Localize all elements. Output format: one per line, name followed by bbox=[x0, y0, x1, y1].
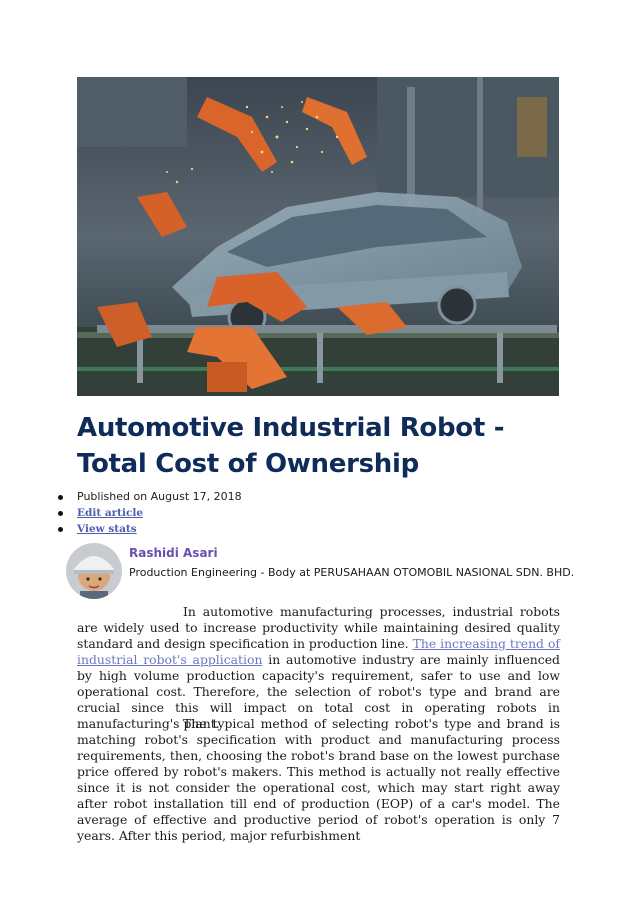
trend-article-link[interactable]: The increasing trend of industrial robot's application bbox=[77, 636, 560, 667]
article-title: Automotive Industrial Robot - Total Cost of Ownership bbox=[77, 413, 505, 479]
edit-article-item bbox=[58, 505, 242, 521]
p1-text-start: In automotive manufacturing processes, industrial robots are widely used to increase productivity while maintaining desired quality standard and design specification in production line. bbox=[77, 604, 560, 651]
p1-text-end: in automotive industry are mainly influenced by high volume production capacity's requirement, safer to use and low operational cost. Therefore, the selection of robot's type and brand are crucial since this will impact on total cost in operating robots in manufacturing's plant. bbox=[77, 652, 560, 731]
author-avatar[interactable] bbox=[66, 543, 122, 599]
body-paragraph-1 bbox=[77, 604, 560, 732]
author-headline: Production Engineering - Body at PERUSAHAAN OTOMOBIL NASIONAL SDN. BHD. bbox=[129, 566, 575, 579]
edit-article-link[interactable]: Edit article bbox=[77, 507, 144, 519]
hero-image bbox=[77, 77, 559, 396]
view-stats-item bbox=[58, 521, 242, 537]
article-meta-list bbox=[58, 489, 242, 537]
view-stats-link[interactable]: View stats bbox=[77, 523, 137, 535]
author-name[interactable]: Rashidi Asari bbox=[129, 546, 218, 560]
published-date-item bbox=[58, 489, 242, 505]
published-date: Published on August 17, 2018 bbox=[77, 490, 242, 503]
body-paragraph-2: The typical method of selecting robot's type and brand is matching robot's specification with product and manufacturing process requirements, then, choosing the robot's brand base on the lowest purchase price offered by robot's makers. This method is actually not really effective since it is not consider the operational cost, which may start right away after robot installation till end of production (EOP) of a car's model. The average of effective and productive period of robot's operation is only 7 years. After this period, major refurbishment bbox=[77, 716, 560, 843]
